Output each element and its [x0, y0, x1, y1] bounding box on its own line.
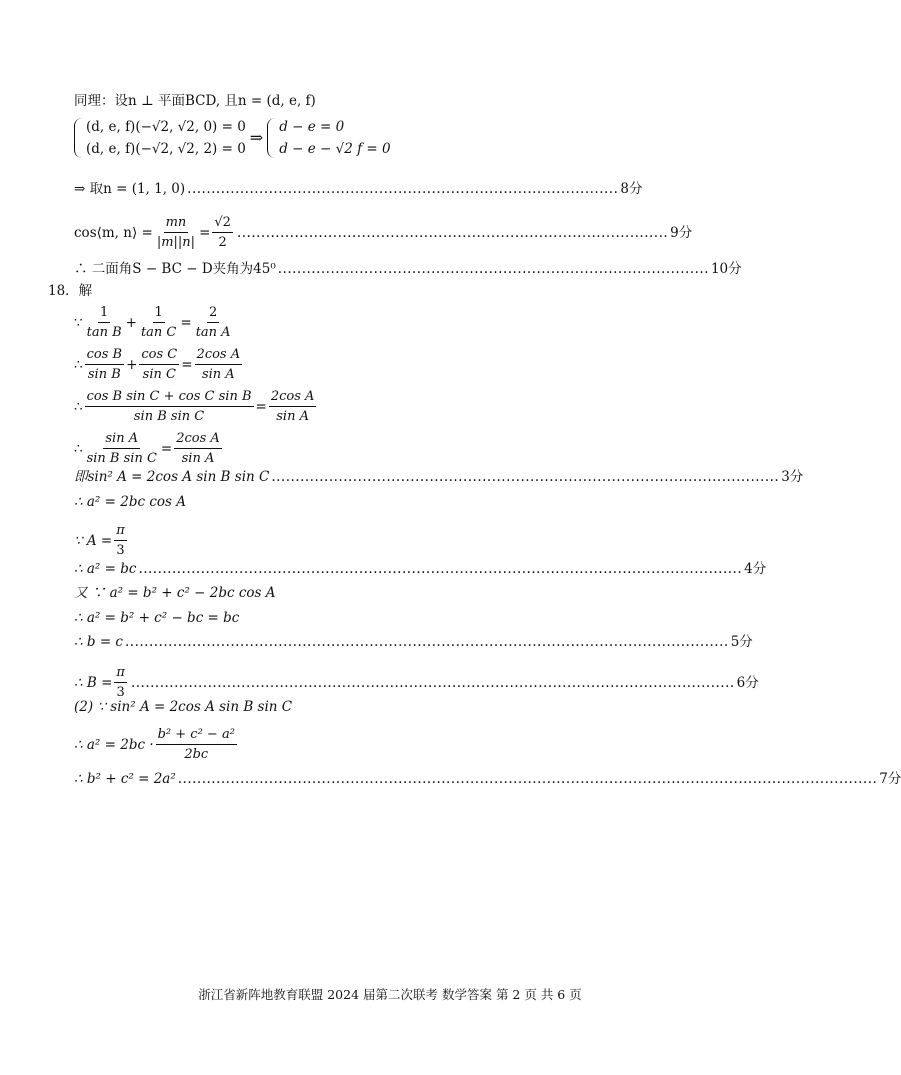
frac-pi-3	[114, 664, 127, 701]
frac-den: tan A	[195, 325, 231, 340]
frac-den: 3	[116, 685, 125, 700]
frac-num: mn	[164, 214, 189, 233]
frac-sqrt2-2	[212, 214, 233, 251]
frac-den: tan B	[86, 325, 122, 340]
eq-sign: =	[160, 440, 173, 457]
score-8: 8分	[620, 181, 643, 197]
frac	[85, 388, 254, 425]
page-footer: 浙江省新阵地教育联盟 2024 届第二次联考 数学答案 第 2 页 共 6 页	[198, 987, 582, 1002]
score-7: 7分	[879, 771, 901, 787]
frac	[85, 430, 159, 467]
frac-num: 2cos A	[174, 430, 222, 449]
implies-arrow: ⇒	[249, 128, 264, 147]
text-step-11: ∴ b = c	[74, 634, 123, 650]
text-step-7: ∵ A =	[74, 532, 113, 549]
brace-right	[267, 118, 276, 158]
leader-dots: ..........................................................................................	[236, 224, 669, 241]
step-10	[74, 609, 239, 627]
brace-left	[74, 118, 83, 158]
leader-dots: ..........................................................................................................	[271, 469, 780, 485]
leader-dots: ..............................................................................................................................	[130, 674, 735, 691]
text-step-14: ∴ a² = 2bc ·	[74, 736, 154, 753]
frac-num: sin A	[103, 430, 140, 449]
frac-num: π	[114, 664, 127, 683]
frac-cos	[155, 214, 197, 251]
frac-den: 3	[116, 543, 125, 558]
frac-den: |m||n|	[156, 235, 196, 250]
text-step-9: 又 ∵ a² = b² + c² − 2bc cos A	[74, 585, 276, 601]
frac-den: sin C	[142, 367, 176, 382]
plus-sign: +	[125, 314, 137, 331]
eq-sign: =	[180, 314, 192, 331]
frac-cosine-law	[156, 726, 237, 763]
equation-system	[74, 118, 391, 158]
score-5: 5分	[730, 634, 753, 650]
eq-sign: =	[199, 224, 211, 241]
therefore-sign: ∴	[74, 440, 83, 457]
frac	[195, 346, 243, 383]
text-normal-vector: 同理：设n ⊥ 平面BCD, 且n = (d, e, f)	[74, 93, 316, 109]
step-8	[74, 560, 767, 578]
line-cosine	[74, 214, 693, 251]
frac-num: π	[114, 522, 127, 541]
system-left	[74, 118, 246, 158]
system-left-row2: (d, e, f)(−√2, √2, 2) = 0	[86, 141, 246, 157]
score-9: 9分	[670, 224, 693, 241]
line-normal-vector	[74, 92, 316, 110]
frac	[194, 304, 233, 341]
system-right	[267, 118, 390, 158]
leader-dots: ..............................................................................................................................	[138, 561, 743, 577]
text-step-5: 即sin² A = 2cos A sin B sin C	[74, 469, 270, 485]
step-7	[74, 522, 129, 559]
frac-den: sin B sin C	[86, 451, 157, 466]
frac-pi-3	[114, 522, 127, 559]
score-3: 3分	[781, 469, 804, 485]
plus-sign: +	[126, 356, 138, 373]
text-step-13: (2) ∵ sin² A = 2cos A sin B sin C	[74, 699, 293, 715]
text-step-15: ∴ b² + c² = 2a²	[74, 771, 176, 787]
frac-num: cos B sin C + cos C sin B	[85, 388, 254, 407]
step-14	[74, 726, 239, 763]
line-take-n	[74, 180, 643, 198]
score-6: 6分	[736, 674, 759, 691]
therefore-sign: ∴	[74, 356, 83, 373]
therefore-sign: ∴	[74, 398, 83, 415]
because-sign: ∵	[74, 314, 83, 331]
leader-dots: ..............................................................................................................................	[124, 634, 729, 650]
frac-num: 1	[98, 304, 110, 323]
score-10: 10分	[710, 261, 742, 277]
text-step-8: ∴ a² = bc	[74, 561, 137, 577]
system-left-row1: (d, e, f)(−√2, √2, 0) = 0	[86, 119, 246, 135]
text-cos: cos⟨m, n⟩ =	[74, 224, 153, 241]
frac-den: sin A	[276, 409, 309, 424]
frac-den: sin A	[181, 451, 215, 466]
question-18-heading	[48, 282, 92, 300]
frac	[139, 304, 178, 341]
step-4	[74, 430, 224, 467]
step-3	[74, 388, 318, 425]
frac-num: √2	[212, 214, 233, 233]
frac	[139, 346, 179, 383]
frac-num: cos B	[85, 346, 124, 365]
step-12	[74, 664, 759, 701]
step-11	[74, 633, 753, 651]
text-step-10: ∴ a² = b² + c² − bc = bc	[74, 610, 240, 626]
frac	[85, 346, 124, 383]
frac-num: cos C	[139, 346, 179, 365]
step-15	[74, 770, 901, 788]
step-5	[74, 468, 804, 486]
leader-dots: ..........................................................................................	[277, 261, 709, 277]
frac-num: 2cos A	[269, 388, 317, 407]
frac-den: 2bc	[184, 747, 209, 762]
leader-dots: ..................................................................................................................................................	[177, 771, 878, 787]
score-4: 4分	[744, 561, 767, 577]
frac-num: 2cos A	[195, 346, 243, 365]
text-step-6: ∴ a² = 2bc cos A	[74, 494, 186, 510]
text-dihedral: ∴ 二面角S − BC − D夹角为45⁰	[74, 261, 276, 277]
frac-den: sin B	[87, 367, 121, 382]
line-dihedral	[74, 260, 742, 278]
leader-dots: ..........................................................................................	[187, 181, 619, 197]
step-1	[74, 304, 235, 341]
frac-den: sin A	[201, 367, 235, 382]
frac-num: 2	[207, 304, 219, 323]
system-right-row1: d − e = 0	[279, 119, 345, 135]
frac	[174, 430, 222, 467]
step-13	[74, 698, 292, 716]
step-6	[74, 493, 186, 511]
frac-num: 1	[153, 304, 165, 323]
frac	[85, 304, 124, 341]
step-9	[74, 584, 276, 602]
text-take-n: ⇒ 取n = (1, 1, 0)	[74, 181, 186, 197]
text-step-12: ∴ B =	[74, 674, 113, 691]
frac	[269, 388, 317, 425]
eq-sign: =	[181, 356, 193, 373]
text-q18: 18．解	[48, 283, 93, 299]
frac-den: 2	[218, 235, 227, 250]
system-right-row2: d − e − √2 f = 0	[279, 141, 391, 157]
frac-den: tan C	[140, 325, 177, 340]
eq-sign: =	[255, 398, 267, 415]
frac-num: b² + c² − a²	[156, 726, 237, 745]
step-2	[74, 346, 244, 383]
frac-den: sin B sin C	[133, 409, 205, 424]
